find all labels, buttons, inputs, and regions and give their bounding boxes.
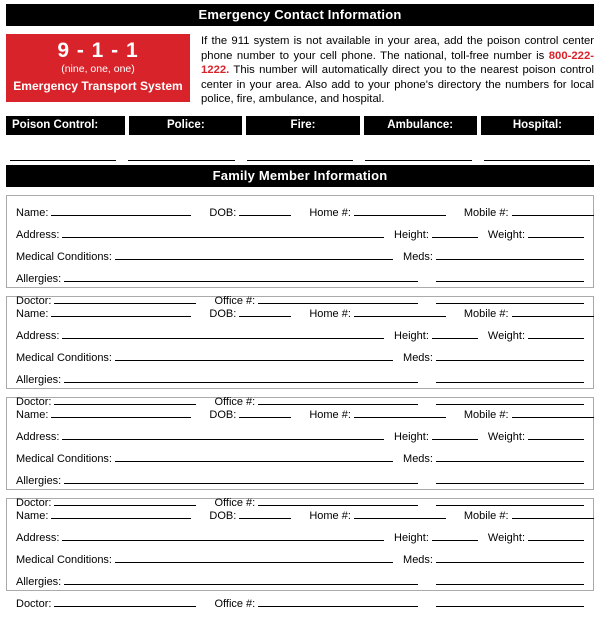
member-row-allergies — [16, 472, 584, 487]
field-office-number[interactable] — [258, 595, 418, 607]
member-row-allergies — [16, 371, 584, 386]
field-medical-conditions[interactable] — [115, 551, 393, 563]
label-allergies: Allergies: — [16, 474, 62, 487]
label-weight: Weight: — [487, 228, 525, 241]
contact-label-police: Police: — [129, 116, 242, 135]
label-home-number: Home #: — [309, 408, 351, 421]
label-allergies: Allergies: — [16, 575, 62, 588]
contact-label-fire: Fire: — [246, 116, 359, 135]
field-allergies-continued[interactable] — [436, 573, 584, 585]
field-meds[interactable] — [436, 551, 584, 563]
field-name[interactable] — [51, 406, 191, 418]
field-office-number[interactable] — [258, 393, 418, 405]
field-home-number[interactable] — [354, 204, 446, 216]
label-weight: Weight: — [487, 329, 525, 342]
label-home-number: Home #: — [309, 307, 351, 320]
field-height[interactable] — [432, 529, 478, 541]
label-allergies: Allergies: — [16, 373, 62, 386]
member-row-name — [16, 204, 584, 219]
field-weight[interactable] — [528, 428, 584, 440]
label-dob: DOB: — [209, 307, 237, 320]
family-member-card — [6, 397, 594, 509]
member-row-medical — [16, 248, 584, 263]
label-weight: Weight: — [487, 531, 525, 544]
label-name: Name: — [16, 307, 49, 320]
field-dob[interactable] — [239, 406, 291, 418]
member-row-address — [16, 327, 584, 342]
label-doctor: Doctor: — [16, 395, 52, 408]
label-medical-conditions: Medical Conditions: — [16, 351, 112, 364]
label-address: Address: — [16, 329, 60, 342]
emergency-contact-form-page — [0, 4, 600, 627]
label-dob: DOB: — [209, 206, 237, 219]
label-home-number: Home #: — [309, 509, 351, 522]
field-dob[interactable] — [239, 305, 291, 317]
family-member-section-header: Family Member Information — [6, 165, 594, 187]
poison-control-instructions — [201, 34, 594, 107]
field-office-continued[interactable] — [436, 595, 584, 607]
field-home-number[interactable] — [354, 305, 446, 317]
label-dob: DOB: — [209, 509, 237, 522]
label-office-number: Office #: — [214, 496, 256, 509]
instructions-part-2: This number will automatically direct you to the nearest poison control center in your area. Also add to your phone's directory the numbers for local police, fire, ambulance, and hospital. — [201, 64, 594, 106]
label-home-number: Home #: — [309, 206, 351, 219]
field-office-number[interactable] — [258, 494, 418, 506]
contact-label-row — [6, 116, 594, 135]
contact-label-hospital: Hospital: — [481, 116, 594, 135]
label-address: Address: — [16, 531, 60, 544]
member-row-name — [16, 406, 584, 421]
field-allergies[interactable] — [64, 270, 418, 282]
member-row-address — [16, 529, 584, 544]
field-medical-conditions[interactable] — [115, 450, 393, 462]
contact-field-fire[interactable] — [247, 151, 353, 161]
instructions-part-1: If the 911 system is not available in your area, add the poison control center phone number to your cell phone. The national, toll-free number is — [201, 35, 594, 62]
field-doctor[interactable] — [54, 494, 196, 506]
label-meds: Meds: — [403, 452, 433, 465]
label-doctor: Doctor: — [16, 294, 52, 307]
field-height[interactable] — [432, 226, 478, 238]
field-meds[interactable] — [436, 248, 584, 260]
field-office-continued[interactable] — [436, 494, 584, 506]
member-row-name — [16, 305, 584, 320]
label-name: Name: — [16, 408, 49, 421]
contact-field-hospital[interactable] — [484, 151, 590, 161]
field-allergies-continued[interactable] — [436, 371, 584, 383]
label-address: Address: — [16, 228, 60, 241]
contact-write-in-lines — [6, 151, 594, 161]
911-words: (nine, one, one) — [61, 63, 135, 75]
contact-label-poison-control: Poison Control: — [6, 116, 125, 135]
member-row-doctor — [16, 595, 584, 610]
field-mobile-number[interactable] — [512, 204, 594, 216]
member-row-medical — [16, 349, 584, 364]
label-office-number: Office #: — [214, 597, 256, 610]
contact-field-police[interactable] — [128, 151, 234, 161]
family-member-card — [6, 498, 594, 610]
911-badge — [6, 34, 190, 102]
field-weight[interactable] — [528, 327, 584, 339]
field-allergies-continued[interactable] — [436, 270, 584, 282]
contact-field-poison-control[interactable] — [10, 151, 116, 161]
label-name: Name: — [16, 509, 49, 522]
label-meds: Meds: — [403, 351, 433, 364]
emergency-transport-system-label: Emergency Transport System — [13, 79, 183, 93]
label-medical-conditions: Medical Conditions: — [16, 452, 112, 465]
field-address[interactable] — [62, 226, 384, 238]
member-row-allergies — [16, 270, 584, 285]
label-meds: Meds: — [403, 553, 433, 566]
field-meds[interactable] — [436, 349, 584, 361]
member-row-address — [16, 226, 584, 241]
field-mobile-number[interactable] — [512, 507, 594, 519]
contact-label-ambulance: Ambulance: — [364, 116, 477, 135]
field-dob[interactable] — [239, 204, 291, 216]
family-member-card — [6, 296, 594, 408]
emergency-contact-section-header: Emergency Contact Information — [6, 4, 594, 26]
field-height[interactable] — [432, 428, 478, 440]
label-weight: Weight: — [487, 430, 525, 443]
family-member-card — [6, 195, 594, 307]
field-doctor[interactable] — [54, 393, 196, 405]
field-home-number[interactable] — [354, 507, 446, 519]
label-doctor: Doctor: — [16, 496, 52, 509]
field-doctor[interactable] — [54, 595, 196, 607]
field-name[interactable] — [51, 305, 191, 317]
poison-control-phone-number: 800-222-1222. — [201, 49, 594, 77]
label-allergies: Allergies: — [16, 272, 62, 285]
label-doctor: Doctor: — [16, 597, 52, 610]
label-address: Address: — [16, 430, 60, 443]
field-meds[interactable] — [436, 450, 584, 462]
field-height[interactable] — [432, 327, 478, 339]
field-weight[interactable] — [528, 529, 584, 541]
field-allergies[interactable] — [64, 472, 418, 484]
emergency-intro-block — [6, 34, 594, 107]
label-mobile-number: Mobile #: — [463, 408, 509, 421]
field-allergies-continued[interactable] — [436, 472, 584, 484]
field-mobile-number[interactable] — [512, 305, 594, 317]
contact-field-ambulance[interactable] — [365, 151, 471, 161]
label-name: Name: — [16, 206, 49, 219]
field-weight[interactable] — [528, 226, 584, 238]
field-address[interactable] — [62, 327, 384, 339]
field-office-number[interactable] — [258, 292, 418, 304]
field-office-continued[interactable] — [436, 393, 584, 405]
field-medical-conditions[interactable] — [115, 248, 393, 260]
field-dob[interactable] — [239, 507, 291, 519]
label-mobile-number: Mobile #: — [463, 307, 509, 320]
label-meds: Meds: — [403, 250, 433, 263]
field-doctor[interactable] — [54, 292, 196, 304]
label-height: Height: — [394, 228, 429, 241]
label-medical-conditions: Medical Conditions: — [16, 250, 112, 263]
field-allergies[interactable] — [64, 573, 418, 585]
label-mobile-number: Mobile #: — [463, 206, 509, 219]
member-row-allergies — [16, 573, 584, 588]
member-row-medical — [16, 551, 584, 566]
label-height: Height: — [394, 531, 429, 544]
label-medical-conditions: Medical Conditions: — [16, 553, 112, 566]
label-height: Height: — [394, 329, 429, 342]
field-name[interactable] — [51, 507, 191, 519]
member-row-address — [16, 428, 584, 443]
label-office-number: Office #: — [214, 294, 256, 307]
label-dob: DOB: — [209, 408, 237, 421]
field-address[interactable] — [62, 428, 384, 440]
label-office-number: Office #: — [214, 395, 256, 408]
field-home-number[interactable] — [354, 406, 446, 418]
field-name[interactable] — [51, 204, 191, 216]
member-row-name — [16, 507, 584, 522]
member-row-medical — [16, 450, 584, 465]
911-number: 9 - 1 - 1 — [57, 39, 139, 62]
field-mobile-number[interactable] — [512, 406, 594, 418]
field-address[interactable] — [62, 529, 384, 541]
field-allergies[interactable] — [64, 371, 418, 383]
label-height: Height: — [394, 430, 429, 443]
field-office-continued[interactable] — [436, 292, 584, 304]
field-medical-conditions[interactable] — [115, 349, 393, 361]
label-mobile-number: Mobile #: — [463, 509, 509, 522]
